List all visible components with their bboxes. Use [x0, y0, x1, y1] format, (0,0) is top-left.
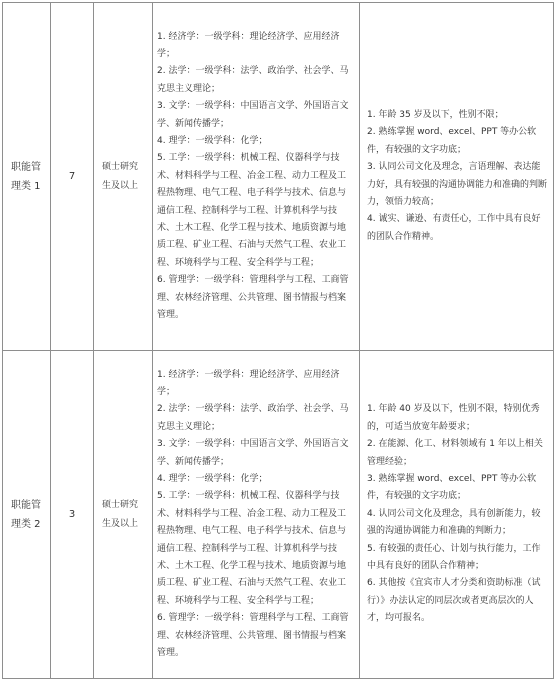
table-row — [3, 3, 554, 351]
majors-cell — [153, 351, 360, 679]
requirement-item: 3. 熟练掌握 word、excel、PPT 等办公软件，有较强的文字功底； — [367, 473, 537, 502]
major-item: 6. 管理学：一级学科：管理科学与工程、工商管理、农林经济管理、公共管理、图书情报与档案管理。 — [157, 275, 349, 321]
requirement-item: 5. 有较强的责任心、计划与执行能力，工作中具有良好的团队合作精神； — [367, 543, 541, 572]
headcount-cell: 3 — [51, 351, 94, 679]
requirement-item: 6. 其他按《宜宾市人才分类和资助标准（试行）》办法认定的同层次或者更高层次的人才，均可报名。 — [367, 578, 541, 624]
major-item: 1. 经济学：一级学科：理论经济学、应用经济学； — [157, 369, 340, 397]
table-row — [3, 351, 554, 679]
requirements-cell — [360, 351, 554, 679]
major-item: 2. 法学：一级学科：法学、政治学、社会学、马克思主义理论； — [157, 66, 349, 94]
requirement-item: 2. 熟练掌握 word、excel、PPT 等办公软件，有较强的文字功底； — [367, 127, 537, 155]
post-name-cell: 职能管理类 1 — [3, 3, 51, 351]
headcount-cell: 7 — [51, 3, 94, 351]
post-name-cell: 职能管理类 2 — [3, 351, 51, 679]
education-cell: 硕士研究生及以上 — [94, 351, 153, 679]
requirement-item: 2. 在能源、化工、材料领域有 1 年以上相关管理经验； — [367, 439, 543, 467]
education-cell: 硕士研究生及以上 — [94, 3, 153, 351]
major-item: 5. 工学：一级学科：机械工程、仪器科学与技术、材料科学与工程、冶金工程、动力工程及工程热物理、电气工程、电子科学与技术、信息与通信工程、控制科学与工程、计算机科学与技术、土木工程、化学工程与技术、地质资源与地质工程、矿业工程、石油与天然气工程、农业工程、环境科学与工程、安全科学与工程； — [157, 491, 347, 606]
recruitment-table — [2, 2, 554, 679]
major-item: 6. 管理学：一级学科：管理科学与工程、工商管理、农林经济管理、公共管理、图书情报与档案管理。 — [157, 613, 349, 659]
major-item: 5. 工学：一级学科：机械工程、仪器科学与技术、材料科学与工程、冶金工程、动力工程及工程热物理、电气工程、电子科学与技术、信息与通信工程、控制科学与工程、计算机科学与技术、土木工程、化学工程与技术、地质资源与地质工程、矿业工程、石油与天然气工程、农业工程、环境科学与工程、安全科学与工程； — [157, 153, 347, 268]
majors-cell — [153, 3, 360, 351]
requirements-cell — [360, 3, 554, 351]
requirement-item: 1. 年龄 40 岁及以下，性别不限，特别优秀的，可适当放宽年龄要求； — [367, 404, 540, 432]
requirement-item: 4. 认同公司文化及理念，具有创新能力，较强的沟通协调能力和准确的判断力； — [367, 508, 541, 537]
major-item: 1. 经济学：一级学科：理论经济学、应用经济学； — [157, 31, 340, 59]
requirement-item: 4. 诚实、谦逊、有责任心，工作中具有良好的团队合作精神。 — [367, 214, 541, 242]
major-item: 3. 文学：一级学科：中国语言文学、外国语言文学、新闻传播学； — [157, 101, 349, 129]
requirement-item: 3. 认同公司文化及理念，言语理解、表达能力好，具有较强的沟通协调能力和准确的判断力，领悟力较高； — [367, 162, 548, 207]
major-item: 3. 文学：一级学科：中国语言文学、外国语言文学、新闻传播学； — [157, 439, 349, 467]
major-item: 4. 理学：一级学科：化学； — [157, 473, 268, 484]
major-item: 2. 法学：一级学科：法学、政治学、社会学、马克思主义理论； — [157, 404, 349, 432]
major-item: 4. 理学：一级学科：化学； — [157, 135, 268, 146]
requirement-item: 1. 年龄 35 岁及以下，性别不限； — [367, 109, 504, 120]
